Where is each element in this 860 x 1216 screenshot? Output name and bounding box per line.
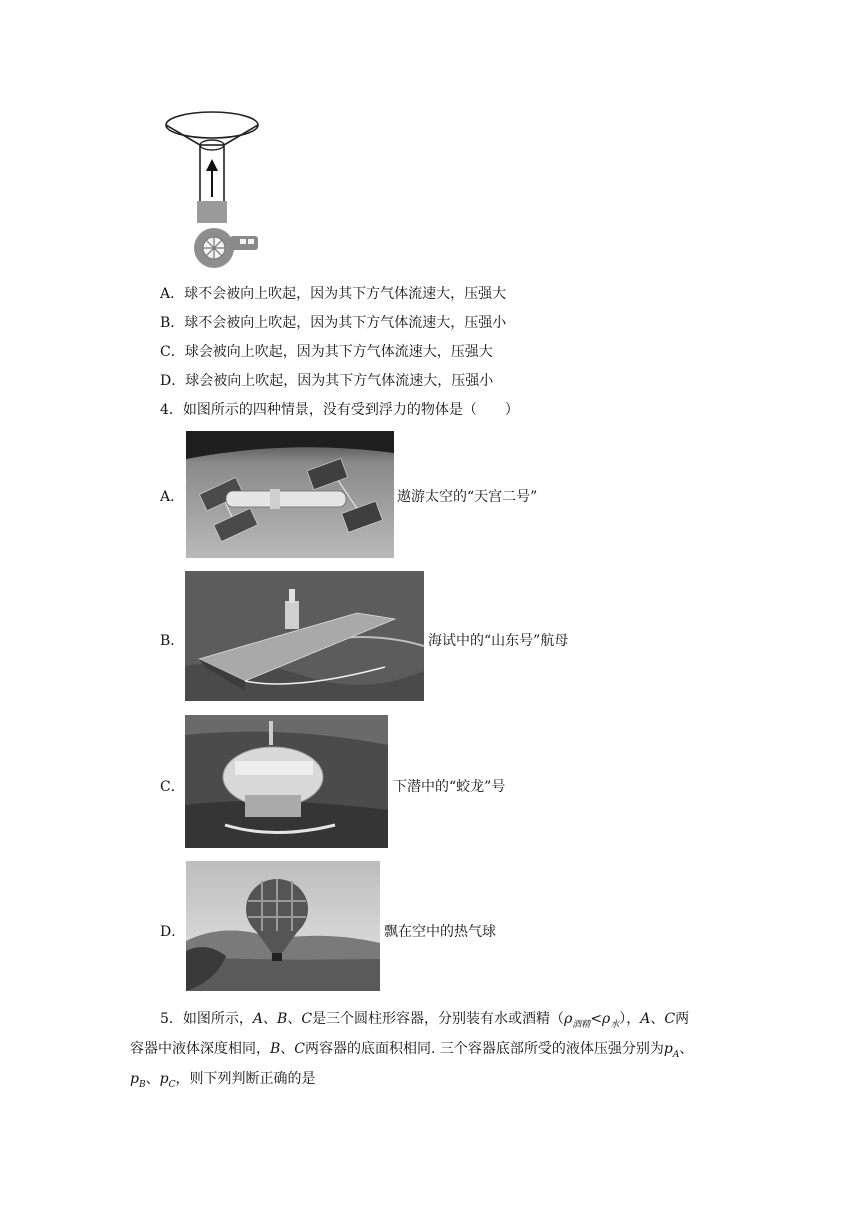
hot-air-balloon-photo (186, 861, 380, 991)
var-b: B (270, 1041, 281, 1057)
less-than: < (590, 1011, 603, 1027)
separator: 、 (287, 1011, 302, 1027)
option-text: 球会被向上吹起，因为其下方气体流速大，压强大 (184, 344, 493, 360)
var-b: B (277, 1011, 288, 1027)
q4-option-c-caption: 下潜中的“蛟龙”号 (393, 779, 506, 795)
var-c: C (664, 1011, 676, 1027)
option-text: 球不会被向上吹起，因为其下方气体流速大，压强小 (184, 315, 507, 331)
q4-option-a-letter: A． (160, 489, 185, 505)
q5-stem-line-2 (130, 1039, 693, 1065)
var-a: A (640, 1011, 651, 1027)
q5-text: ）， (619, 1011, 641, 1027)
pressure-subscript-a: A (672, 1049, 680, 1060)
separator: 、 (145, 1071, 160, 1087)
var-c: C (301, 1011, 313, 1027)
aircraft-carrier-photo (185, 571, 424, 701)
pressure-subscript-c: C (168, 1079, 176, 1090)
q5-text: ，则下列判断正确的是 (175, 1071, 316, 1087)
option-letter: A． (160, 286, 185, 302)
q5-text: 两容器的底面积相同. 三个容器底部所受的液体压强分别为 (305, 1041, 664, 1057)
q5-text: 两 (675, 1011, 690, 1027)
rho-subscript-water: 水 (610, 1019, 620, 1030)
hair-dryer-funnel-figure (160, 105, 270, 275)
q5-stem-line-3 (130, 1069, 315, 1095)
q4-option-d-letter: D． (160, 924, 186, 940)
q4-option-c-letter: C． (160, 779, 185, 795)
option-letter: B． (160, 315, 185, 331)
q5-number: 5．如图所示， (160, 1011, 253, 1027)
q4-stem: 4．如图所示的四种情景，没有受到浮力的物体是（ ） (160, 402, 519, 418)
q4-option-b-caption: 海试中的“山东号”航母 (428, 633, 569, 649)
q4-option-a-caption: 遨游太空的“天宫二号” (397, 489, 538, 505)
option-letter: C． (160, 344, 185, 360)
pressure-symbol: p (130, 1071, 139, 1087)
q5-text: 是三个圆柱形容器，分别装有水或酒精（ (312, 1011, 565, 1027)
pressure-symbol: p (159, 1071, 169, 1087)
q5-stem-line-1 (160, 1009, 689, 1035)
option-letter: D． (160, 373, 186, 389)
space-station-photo (186, 431, 394, 558)
option-text: 球会被向上吹起，因为其下方气体流速大，压强小 (185, 373, 494, 389)
q5-text: 容器中液体深度相同， (130, 1041, 270, 1057)
q3-option-c (160, 342, 493, 362)
pressure-symbol: p (663, 1041, 673, 1057)
separator: 、 (263, 1011, 278, 1027)
q3-option-a (160, 284, 506, 304)
q3-option-b (160, 313, 506, 333)
separator: 、 (280, 1041, 295, 1057)
separator: 、 (650, 1011, 665, 1027)
rho-symbol: ρ (564, 1011, 573, 1027)
pressure-subscript-b: B (138, 1079, 146, 1090)
submersible-photo (185, 715, 388, 848)
q3-option-d (160, 371, 493, 391)
q4-option-b-letter: B． (160, 633, 185, 649)
rho-subscript-alcohol: 酒精 (572, 1019, 591, 1030)
q4-option-d-caption: 飘在空中的热气球 (384, 924, 496, 940)
rho-symbol: ρ (602, 1011, 611, 1027)
option-text: 球不会被向上吹起，因为其下方气体流速大，压强大 (184, 286, 507, 302)
var-c: C (294, 1041, 306, 1057)
separator: 、 (679, 1041, 694, 1057)
var-a: A (252, 1011, 264, 1027)
